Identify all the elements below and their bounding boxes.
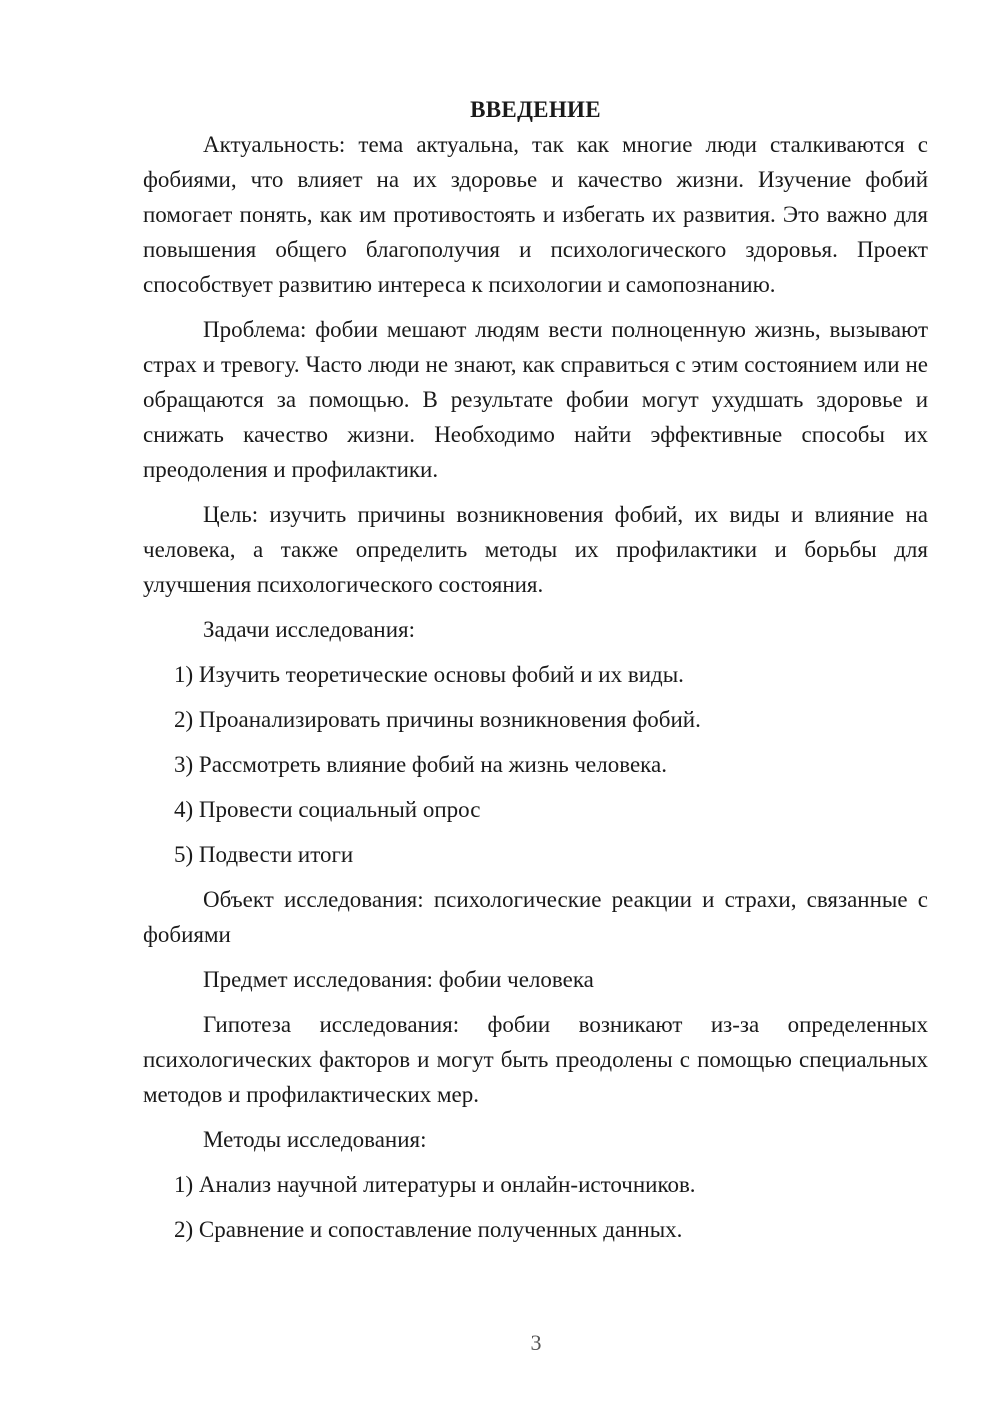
tasks-heading: Задачи исследования: bbox=[203, 617, 416, 642]
hypothesis-paragraph: Гипотеза исследования: фобии возникают из-за определенных психологических факторов и могут быть преодолены с помощью специальных методов и профилактических мер. bbox=[143, 1012, 928, 1107]
method-item: 2) Сравнение и сопоставление полученных данных. bbox=[174, 1217, 683, 1242]
object-paragraph: Объект исследования: психологические реакции и страхи, связанные с фобиями bbox=[143, 887, 928, 947]
document-body bbox=[143, 92, 928, 1247]
relevance-paragraph: Актуальность: тема актуальна, так как многие люди сталкиваются с фобиями, что влияет на их здоровье и качество жизни. Изучение фобий помогает понять, как им противостоять и избегать их развития. Это важно для повышения общего благополучия и психологического здоровья. Проект способствует развитию интереса к психологии и самопознанию. bbox=[143, 132, 928, 297]
page-number: 3 bbox=[530, 1330, 542, 1355]
methods-heading: Методы исследования: bbox=[203, 1127, 427, 1152]
task-item: 5) Подвести итоги bbox=[174, 842, 354, 867]
goal-paragraph: Цель: изучить причины возникновения фобий, их виды и влияние на человека, а также определить методы их профилактики и борьбы для улучшения психологического состояния. bbox=[143, 502, 928, 597]
task-item: 1) Изучить теоретические основы фобий и их виды. bbox=[174, 662, 684, 687]
method-item: 1) Анализ научной литературы и онлайн-источников. bbox=[174, 1172, 696, 1197]
task-item: 3) Рассмотреть влияние фобий на жизнь человека. bbox=[174, 752, 667, 777]
problem-paragraph: Проблема: фобии мешают людям вести полноценную жизнь, вызывают страх и тревогу. Часто люди не знают, как справиться с этим состоянием или не обращаются за помощью. В результате фобии могут ухудшать здоровье и снижать качество жизни. Необходимо найти эффективные способы их преодоления и профилактики. bbox=[143, 317, 928, 482]
task-item: 4) Провести социальный опрос bbox=[174, 797, 481, 822]
task-item: 2) Проанализировать причины возникновения фобий. bbox=[174, 707, 701, 732]
page-title: ВВЕДЕНИЕ bbox=[470, 97, 601, 122]
subject-paragraph: Предмет исследования: фобии человека bbox=[203, 967, 594, 992]
